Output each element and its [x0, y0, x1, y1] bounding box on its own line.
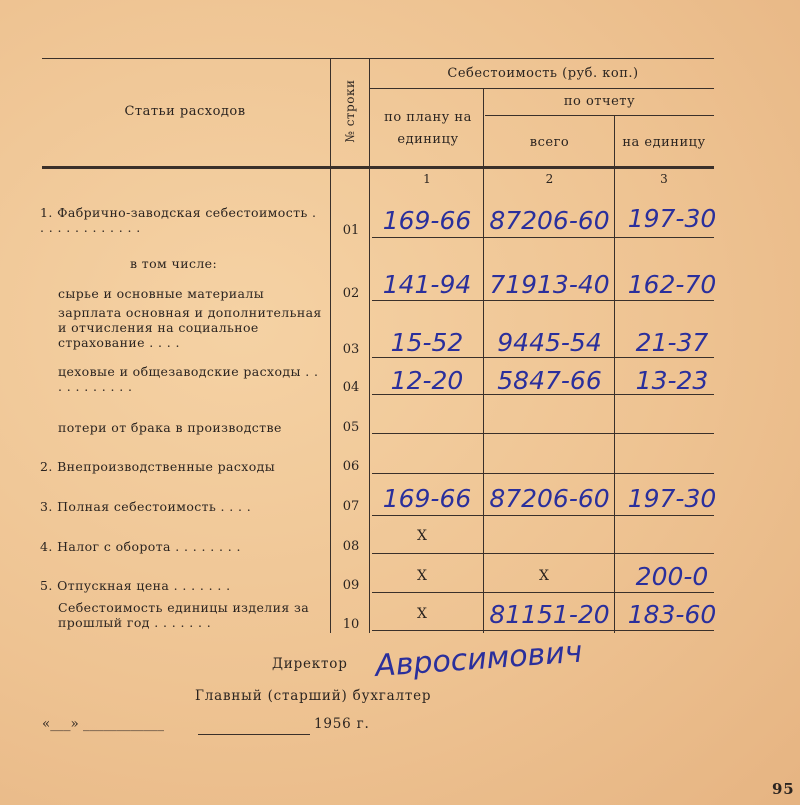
- row-number-09: 09: [342, 578, 360, 593]
- header-row-number: № строки: [343, 79, 357, 143]
- row-number-02: 02: [342, 286, 360, 301]
- header-report-per-unit: на единицу: [622, 135, 706, 150]
- row-02-unit: 162-70: [627, 270, 717, 299]
- row-label-03: зарплата основная и дополнительная и отчисления на социальное страхование . . . .: [58, 305, 322, 350]
- row-02-rule: [372, 300, 714, 301]
- report-header-rule: [485, 115, 714, 116]
- row-06-rule: [372, 473, 714, 474]
- row-02-total: 71913-40: [489, 270, 610, 299]
- table-top-rule: [42, 58, 714, 59]
- cost-header-rule: [370, 88, 714, 89]
- row-10-total: 81151-20: [489, 600, 610, 629]
- row-label-10: Себестоимость единицы изделия за прошлый год . . . . . . .: [58, 600, 310, 630]
- row-05-rule: [372, 433, 714, 434]
- col-number-1: 1: [423, 172, 431, 186]
- row-01-total: 87206-60: [489, 206, 610, 235]
- row-label-09: 5. Отпускная цена . . . . . . .: [40, 578, 231, 593]
- row-number-08: 08: [342, 539, 360, 554]
- row-number-01: 01: [342, 223, 360, 238]
- row-07-rule: [372, 515, 714, 516]
- row-number-07: 07: [342, 499, 360, 514]
- row-number-04: 04: [342, 380, 360, 395]
- row-04-plan: 12-20: [390, 366, 464, 395]
- row-10-rule: [372, 630, 714, 631]
- row-01-unit: 197-30: [627, 204, 717, 233]
- director-label: Директор: [272, 656, 348, 672]
- row-10-plan: X: [417, 606, 427, 622]
- row-09-rule: [372, 592, 714, 593]
- row-03-rule: [372, 357, 714, 358]
- header-items: Статьи расходов: [124, 104, 246, 119]
- row-09-unit: 200-0: [635, 562, 709, 591]
- row-07-unit: 197-30: [627, 484, 717, 513]
- row-label-06: 2. Внепроизводственные расходы: [40, 459, 276, 474]
- row-num-right-rule: [369, 58, 370, 633]
- header-report-total: всего: [529, 135, 570, 150]
- col-number-3: 3: [660, 172, 668, 186]
- row-09-total: X: [539, 568, 549, 584]
- row-label-08: 4. Налог с оборота . . . . . . . .: [40, 539, 241, 554]
- accountant-label: Главный (старший) бухгалтер: [195, 688, 432, 704]
- row-03-plan: 15-52: [390, 328, 464, 357]
- row-03-unit: 21-37: [635, 328, 709, 357]
- date-blank-line: [198, 734, 310, 735]
- row-04-unit: 13-23: [635, 366, 709, 395]
- row-10-unit: 183-60: [627, 600, 717, 629]
- header-cost: Себестоимость (руб. коп.): [447, 66, 639, 81]
- col-number-2: 2: [545, 172, 554, 186]
- row-09-plan: X: [417, 568, 427, 584]
- director-signature: Авросимович: [374, 634, 584, 685]
- row-08-rule: [372, 553, 714, 554]
- row-07-plan: 169-66: [382, 484, 472, 513]
- header-report: по отчету: [563, 94, 636, 109]
- row-number-06: 06: [342, 459, 360, 474]
- row-02-plan: 141-94: [382, 270, 472, 299]
- row-08-plan: X: [417, 528, 427, 544]
- page-mark: 95: [772, 780, 795, 798]
- plan-right-rule: [483, 88, 484, 633]
- row-01-plan: 169-66: [382, 206, 472, 235]
- row-number-05: 05: [342, 420, 360, 435]
- row-03-total: 9445-54: [497, 328, 602, 357]
- row-label-04: цеховые и общезаводские расходы . . . . . . . . . . .: [58, 364, 319, 394]
- row-label-02: сырье и основные материалы: [58, 286, 265, 301]
- row-number-10: 10: [342, 617, 360, 632]
- row-label-01: 1. Фабрично-заводская себестоимость . . . . . . . . . . . . .: [40, 205, 317, 235]
- row-label-subheading: в том числе:: [130, 256, 218, 271]
- date-prefix: «___» ____________: [42, 716, 165, 732]
- row-label-07: 3. Полная себестоимость . . . .: [40, 499, 252, 514]
- header-plan-per-unit: по плану на единицу: [384, 110, 472, 147]
- row-07-total: 87206-60: [489, 484, 610, 513]
- row-04-total: 5847-66: [497, 366, 602, 395]
- year-label: 1956 г.: [314, 716, 370, 732]
- row-label-05: потери от брака в производстве: [58, 420, 282, 435]
- row-num-left-rule: [330, 58, 331, 633]
- row-number-03: 03: [342, 342, 360, 357]
- row-01-rule: [372, 237, 714, 238]
